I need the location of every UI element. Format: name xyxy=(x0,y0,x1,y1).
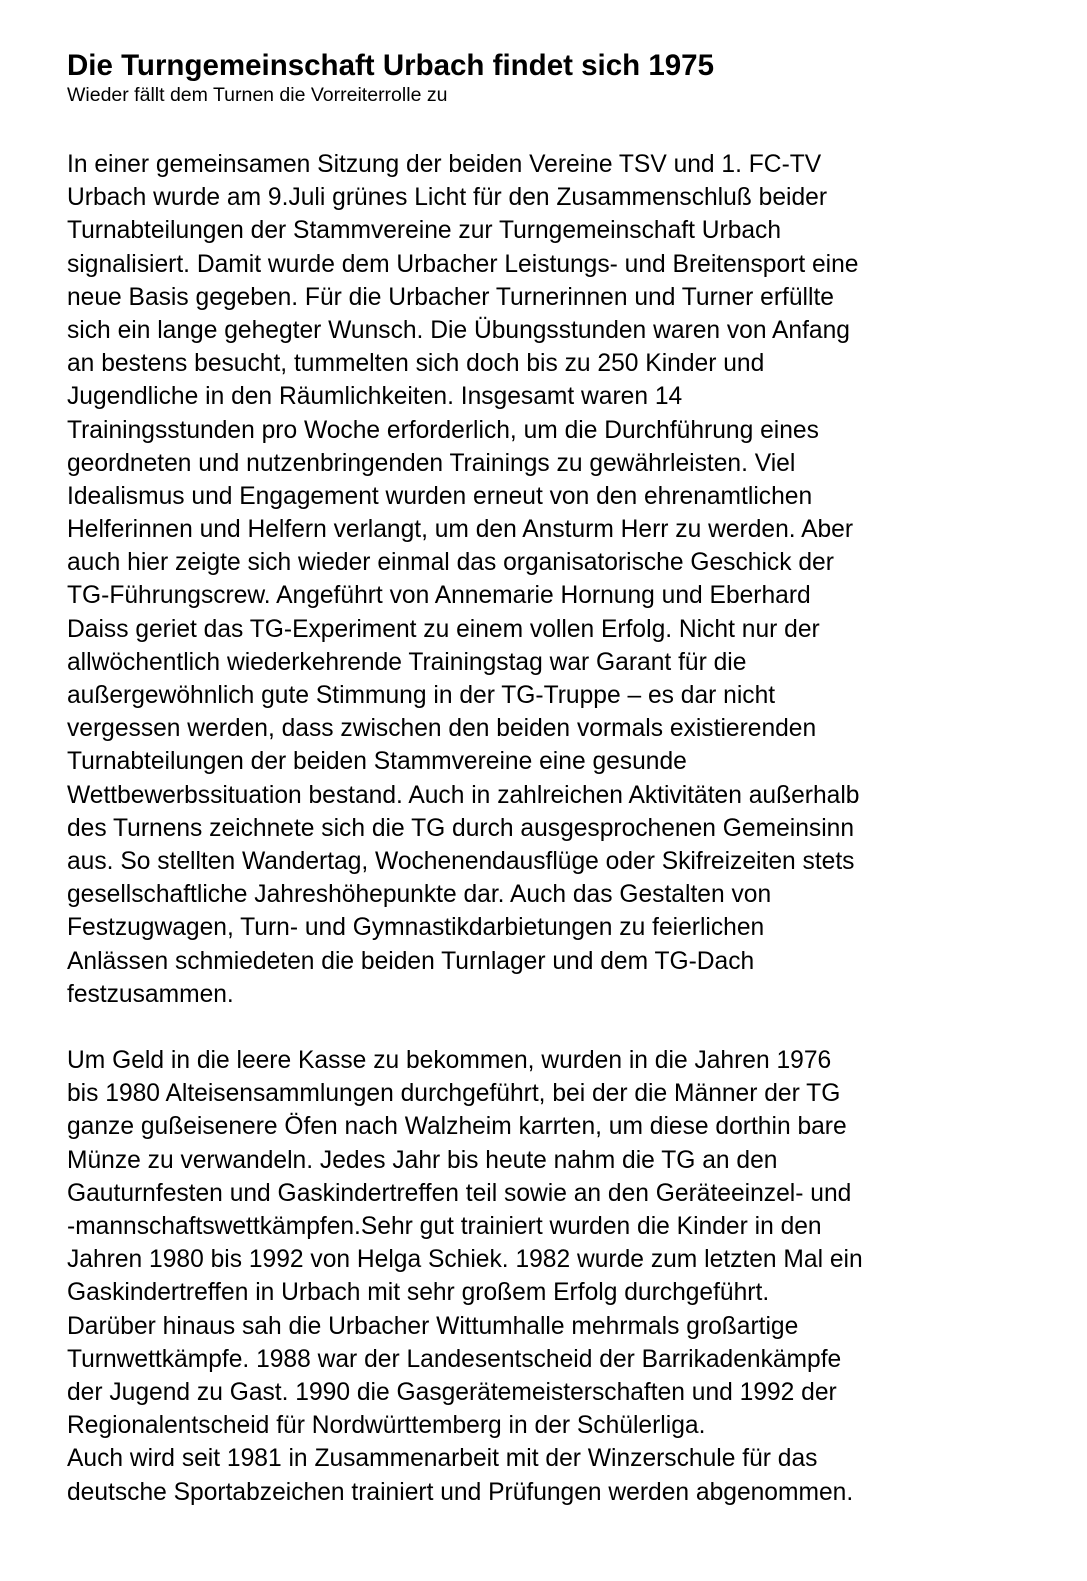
page-subtitle: Wieder fällt dem Turnen die Vorreiterrolle zu xyxy=(67,84,448,106)
text-line: Idealismus und Engagement wurden erneut von den ehrenamtlichen xyxy=(67,482,813,510)
text-line: deutsche Sportabzeichen trainiert und Prüfungen werden abgenommen. xyxy=(67,1478,854,1506)
text-line: der Jugend zu Gast. 1990 die Gasgerätemeisterschaften und 1992 der xyxy=(67,1378,837,1406)
text-line: Turnabteilungen der beiden Stammvereine eine gesunde xyxy=(67,748,687,776)
text-line: In einer gemeinsamen Sitzung der beiden Vereine TSV und 1. FC-TV xyxy=(67,151,822,178)
text-line: bis 1980 Alteisensammlungen durchgeführt, bei der die Männer der TG xyxy=(67,1080,841,1108)
text-line: ganze gußeisenere Öfen nach Walzheim karrten, um diese dorthin bare xyxy=(67,1113,847,1141)
text-line: sich ein lange gehegter Wunsch. Die Übungsstunden waren von Anfang xyxy=(67,316,850,344)
text-line: an bestens besucht, tummelten sich doch bis zu 250 Kinder und xyxy=(67,350,765,378)
text-line: TG-Führungscrew. Angeführt von Annemarie Hornung und Eberhard xyxy=(67,582,811,610)
text-line: festzusammen. xyxy=(67,980,234,1008)
text-line: signalisiert. Damit wurde dem Urbacher Leistungs- und Breitensport eine xyxy=(67,250,859,278)
paragraph-spacer xyxy=(67,1011,1067,1044)
text-line: -mannschaftswettkämpfen.Sehr gut trainiert wurden die Kinder in den xyxy=(67,1213,822,1240)
text-line: Um Geld in die leere Kasse zu bekommen, wurden in die Jahren 1976 xyxy=(67,1047,832,1075)
page-title: Die Turngemeinschaft Urbach findet sich 1975 xyxy=(67,49,714,82)
text-line: Trainingsstunden pro Woche erforderlich, um die Durchführung eines xyxy=(67,416,819,444)
document-page xyxy=(67,48,1067,1509)
text-line: Turnwettkämpfe. 1988 war der Landesentscheid der Barrikadenkämpfe xyxy=(67,1345,842,1373)
text-line: geordneten und nutzenbringenden Trainings zu gewährleisten. Viel xyxy=(67,449,796,477)
text-line: Darüber hinaus sah die Urbacher Wittumhalle mehrmals großartige xyxy=(67,1312,799,1340)
text-line: Helferinnen und Helfern verlangt, um den Ansturm Herr zu werden. Aber xyxy=(67,516,854,544)
text-line: Gauturnfesten und Gaskindertreffen teil sowie an den Geräteeinzel- und xyxy=(67,1179,852,1207)
text-line: des Turnens zeichnete sich die TG durch ausgesprochenen Gemeinsinn xyxy=(67,814,855,842)
text-line: gesellschaftliche Jahreshöhepunkte dar. Auch das Gestalten von xyxy=(67,881,772,909)
text-line: Auch wird seit 1981 in Zusammenarbeit mit der Winzerschule für das xyxy=(67,1445,818,1473)
paragraph-2 xyxy=(67,1044,1067,1509)
text-line: Turnabteilungen der Stammvereine zur Turngemeinschaft Urbach xyxy=(67,217,782,245)
text-line: vergessen werden, dass zwischen den beiden vormals existierenden xyxy=(67,715,817,743)
text-line: aus. So stellten Wandertag, Wochenendausflüge oder Skifreizeiten stets xyxy=(67,847,855,875)
text-line: außergewöhnlich gute Stimmung in der TG-Truppe – es dar nicht xyxy=(67,682,776,709)
text-line: Daiss geriet das TG-Experiment zu einem vollen Erfolg. Nicht nur der xyxy=(67,615,820,643)
text-line: Gaskindertreffen in Urbach mit sehr großem Erfolg durchgeführt. xyxy=(67,1279,770,1307)
paragraph-1 xyxy=(67,148,1067,1011)
text-line: allwöchentlich wiederkehrende Trainingstag war Garant für die xyxy=(67,648,747,676)
text-line: Anlässen schmiedeten die beiden Turnlager und dem TG-Dach xyxy=(67,947,755,975)
text-line: neue Basis gegeben. Für die Urbacher Turnerinnen und Turner erfüllte xyxy=(67,283,834,311)
text-line: Jahren 1980 bis 1992 von Helga Schiek. 1982 wurde zum letzten Mal ein xyxy=(67,1246,863,1274)
text-line: Jugendliche in den Räumlichkeiten. Insgesamt waren 14 xyxy=(67,383,683,411)
text-line: Urbach wurde am 9.Juli grünes Licht für den Zusammenschluß beider xyxy=(67,184,828,212)
text-line: Regionalentscheid für Nordwürttemberg in der Schülerliga. xyxy=(67,1412,706,1440)
text-line: Wettbewerbssituation bestand. Auch in zahlreichen Aktivitäten außerhalb xyxy=(67,781,860,809)
text-line: auch hier zeigte sich wieder einmal das organisatorische Geschick der xyxy=(67,549,834,577)
text-line: Festzugwagen, Turn- und Gymnastikdarbietungen zu feierlichen xyxy=(67,914,765,942)
text-line: Münze zu verwandeln. Jedes Jahr bis heute nahm die TG an den xyxy=(67,1146,778,1174)
